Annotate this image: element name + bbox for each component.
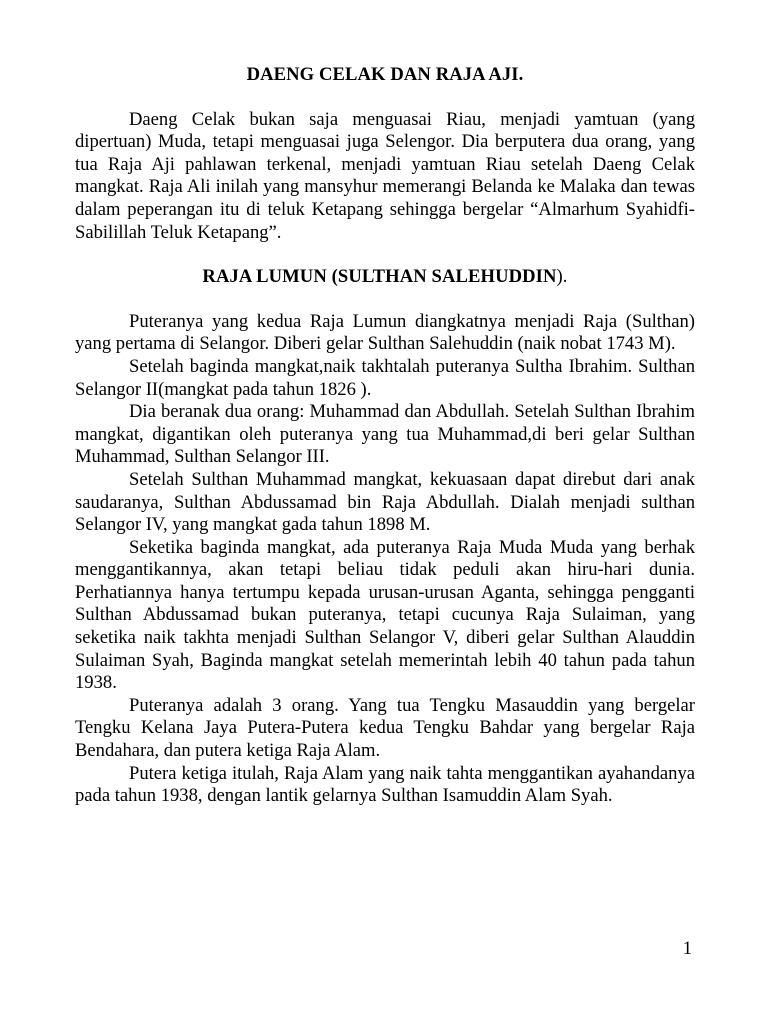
paragraph-sulthan-abdussamad: Setelah Sulthan Muhammad mangkat, kekuasaan dapat direbut dari anak saudaranya, Sulthan Abdussamad bin Raja Abdullah. Dialah menjadi sulthan Selangor IV, yang mangkat gada tahun 1898 M. xyxy=(75,468,695,536)
paragraph-sulthan-ibrahim: Setelah baginda mangkat,naik takhtalah puteranya Sultha Ibrahim. Sulthan Selangor II(mangkat pada tahun 1826 ). xyxy=(75,355,695,400)
paragraph-putera-tiga: Puteranya adalah 3 orang. Yang tua Tengku Masauddin yang bergelar Tengku Kelana Jaya Putera-Putera kedua Tengku Bahdar yang bergelar Raja Bendahara, dan putera ketiga Raja Alam. xyxy=(75,694,695,762)
spacer xyxy=(75,87,695,109)
paragraph-raja-alam: Putera ketiga itulah, Raja Alam yang naik tahta menggantikan ayahandanya pada tahun 1938, dengan lantik gelarnya Sulthan Isamuddin Alam Syah. xyxy=(75,762,695,807)
paragraph-daeng-celak: Daeng Celak bukan saja menguasai Riau, menjadi yamtuan (yang dipertuan) Muda, tetapi menguasai juga Selengor. Dia berputera dua orang, yang tua Raja Aji pahlawan terkenal, menjadi yamtuan Riau setelah Daeng Celak mangkat. Raja Ali inilah yang mansyhur memerangi Belanda ke Malaka dan tewas dalam peperangan itu di teluk Ketapang sehingga bergelar “Almarhum Syahidfi-Sabilillah Teluk Ketapang”. xyxy=(75,108,695,243)
document-page xyxy=(75,64,695,808)
section-heading-raja-lumun-tail: ). xyxy=(556,266,568,288)
paragraph-muhammad-abdullah: Dia beranak dua orang: Muhammad dan Abdullah. Setelah Sulthan Ibrahim mangkat, digantikan oleh puteranya yang tua Muhammad,di beri gelar Sulthan Muhammad, Sulthan Selangor III. xyxy=(75,401,695,468)
spacer xyxy=(75,244,695,266)
paragraph-raja-lumun: Puteranya yang kedua Raja Lumun diangkatnya menjadi Raja (Sulthan) yang pertama di Selangor. Diberi gelar Sulthan Salehuddin (naik nobat 1743 M). xyxy=(75,310,695,355)
page-number: 1 xyxy=(682,938,692,959)
spacer xyxy=(75,289,695,311)
paragraph-raja-sulaiman: Seketika baginda mangkat, ada puteranya Raja Muda Muda yang berhak menggantikannya, akan tetapi beliau tidak peduli akan hiru-hari dunia. Perhatiannya hanya tertumpu kepada urusan-urusan Aganta, sehingga pengganti Sulthan Abdussamad bukan puteranya, tetapi cucunya Raja Sulaiman, yang seketika naik takhta menjadi Sulthan Selangor V, diberi gelar Sulthan Alauddin Sulaiman Syah, Baginda mangkat setelah memerintah lebih 40 tahun pada tahun 1938. xyxy=(75,536,695,694)
section-heading-daeng-celak: DAENG CELAK DAN RAJA AJI. xyxy=(246,64,524,85)
section-heading-raja-lumun-text: RAJA LUMUN (SULTHAN SALEHUDDIN xyxy=(202,266,557,288)
section-heading-raja-lumun xyxy=(75,266,695,289)
